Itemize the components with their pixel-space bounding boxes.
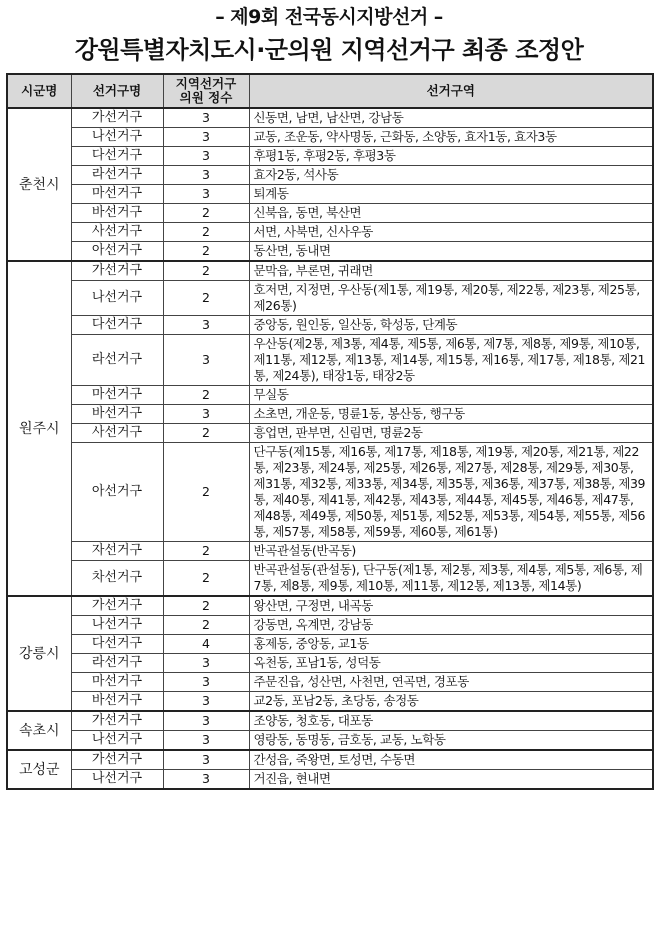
city-name: 고성군 (7, 750, 71, 789)
seat-count: 2 (163, 616, 249, 635)
district-area: 옥천동, 포남1동, 성덕동 (249, 654, 653, 673)
district-area: 왕산면, 구정면, 내곡동 (249, 596, 653, 616)
seat-count: 3 (163, 405, 249, 424)
seat-count: 3 (163, 673, 249, 692)
district-name: 라선거구 (71, 335, 163, 386)
table-row (7, 770, 653, 790)
district-table (6, 73, 654, 790)
seat-count: 2 (163, 261, 249, 281)
seat-count: 3 (163, 692, 249, 712)
table-row (7, 108, 653, 128)
seat-count: 2 (163, 596, 249, 616)
seat-count: 3 (163, 770, 249, 790)
district-name: 사선거구 (71, 223, 163, 242)
table-row (7, 711, 653, 731)
district-area: 흥업면, 판부면, 신림면, 명륜2동 (249, 424, 653, 443)
city-name: 춘천시 (7, 108, 71, 261)
district-area: 중앙동, 원인동, 일산동, 학성동, 단계동 (249, 316, 653, 335)
seat-count: 2 (163, 424, 249, 443)
seat-count: 3 (163, 335, 249, 386)
header-seats: 지역선거구 의원 정수 (163, 74, 249, 108)
seat-count: 3 (163, 108, 249, 128)
district-area: 영랑동, 동명동, 금호동, 교동, 노학동 (249, 731, 653, 751)
district-name: 다선거구 (71, 635, 163, 654)
district-name: 가선거구 (71, 596, 163, 616)
seat-count: 2 (163, 281, 249, 316)
table-row (7, 731, 653, 751)
district-name: 아선거구 (71, 242, 163, 262)
city-name: 원주시 (7, 261, 71, 596)
district-area: 호저면, 지정면, 우산동(제1통, 제19통, 제20통, 제22통, 제23통, 제25통, 제26통) (249, 281, 653, 316)
city-name: 속초시 (7, 711, 71, 750)
seat-count: 2 (163, 443, 249, 542)
table-row (7, 147, 653, 166)
district-name: 마선거구 (71, 673, 163, 692)
district-area: 거진읍, 현내면 (249, 770, 653, 790)
table-row (7, 281, 653, 316)
table-row (7, 654, 653, 673)
district-area: 우산동(제2통, 제3통, 제4통, 제5통, 제6통, 제7통, 제8통, 제9통, 제10통, 제11통, 제12통, 제13통, 제14통, 제15통, 제16통, 제17통, 제18통, 제21통, 제24통), 태장1동, 태장2동 (249, 335, 653, 386)
seat-count: 3 (163, 128, 249, 147)
district-name: 가선거구 (71, 750, 163, 770)
district-name: 바선거구 (71, 204, 163, 223)
district-area: 효자2동, 석사동 (249, 166, 653, 185)
table-row (7, 542, 653, 561)
district-area: 서면, 사북면, 신사우동 (249, 223, 653, 242)
seat-count: 3 (163, 654, 249, 673)
district-area: 소초면, 개운동, 명륜1동, 봉산동, 행구동 (249, 405, 653, 424)
table-row (7, 424, 653, 443)
district-area: 동산면, 동내면 (249, 242, 653, 262)
seat-count: 3 (163, 711, 249, 731)
seat-count: 2 (163, 561, 249, 597)
table-row (7, 204, 653, 223)
district-name: 가선거구 (71, 711, 163, 731)
district-name: 나선거구 (71, 731, 163, 751)
city-name: 강릉시 (7, 596, 71, 711)
table-row (7, 561, 653, 597)
table-row (7, 223, 653, 242)
district-name: 아선거구 (71, 443, 163, 542)
district-name: 라선거구 (71, 654, 163, 673)
district-name: 마선거구 (71, 185, 163, 204)
table-row (7, 261, 653, 281)
seat-count: 2 (163, 242, 249, 262)
district-name: 나선거구 (71, 281, 163, 316)
table-row (7, 166, 653, 185)
table-row (7, 692, 653, 712)
district-area: 조양동, 청호동, 대포동 (249, 711, 653, 731)
table-body (7, 108, 653, 789)
district-area: 반곡관설동(관설동), 단구동(제1통, 제2통, 제3통, 제4통, 제5통, 제6통, 제7통, 제8통, 제9통, 제10통, 제11통, 제12통, 제13통, 제14통) (249, 561, 653, 597)
district-area: 교2동, 포남2동, 초당동, 송정동 (249, 692, 653, 712)
table-row (7, 185, 653, 204)
table-row (7, 750, 653, 770)
district-name: 차선거구 (71, 561, 163, 597)
district-area: 간성읍, 죽왕면, 토성면, 수동면 (249, 750, 653, 770)
header-district: 선거구명 (71, 74, 163, 108)
district-area: 단구동(제15통, 제16통, 제17통, 제18통, 제19통, 제20통, 제21통, 제22통, 제23통, 제24통, 제25통, 제26통, 제27통, 제28통, 제29통, 제30통, 제31통, 제32통, 제33통, 제34통, 제35통, 제36통, 제37통, 제38통, 제39통, 제40통, 제41통, 제42통, 제43통, 제44통, 제45통, 제46통, 제47통, 제48통, 제49통, 제50통, 제51통, 제52통, 제53통, 제54통, 제55통, 제56통, 제57통, 제58통, 제59통, 제60통, 제61통) (249, 443, 653, 542)
district-area: 퇴계동 (249, 185, 653, 204)
table-row (7, 596, 653, 616)
seat-count: 2 (163, 542, 249, 561)
district-name: 가선거구 (71, 261, 163, 281)
table-row (7, 443, 653, 542)
district-name: 라선거구 (71, 166, 163, 185)
table-row (7, 128, 653, 147)
header-city: 시군명 (7, 74, 71, 108)
district-name: 바선거구 (71, 405, 163, 424)
district-name: 다선거구 (71, 316, 163, 335)
district-area: 신동면, 남면, 남산면, 강남동 (249, 108, 653, 128)
seat-count: 3 (163, 750, 249, 770)
seat-count: 2 (163, 386, 249, 405)
seat-count: 3 (163, 147, 249, 166)
district-area: 후평1동, 후평2동, 후평3동 (249, 147, 653, 166)
seat-count: 3 (163, 316, 249, 335)
title-election: – 제9회 전국동시지방선거 – (215, 6, 443, 28)
district-name: 마선거구 (71, 386, 163, 405)
seat-count: 2 (163, 204, 249, 223)
district-area: 문막읍, 부론면, 귀래면 (249, 261, 653, 281)
district-name: 바선거구 (71, 692, 163, 712)
district-area: 반곡관설동(반곡동) (249, 542, 653, 561)
table-row (7, 335, 653, 386)
table-row (7, 386, 653, 405)
table-header-row (7, 74, 653, 108)
seat-count: 2 (163, 223, 249, 242)
district-area: 홍제동, 중앙동, 교1동 (249, 635, 653, 654)
seat-count: 3 (163, 166, 249, 185)
district-area: 강동면, 옥계면, 강남동 (249, 616, 653, 635)
district-name: 나선거구 (71, 616, 163, 635)
seat-count: 3 (163, 731, 249, 751)
document-page (0, 2, 658, 928)
table-row (7, 673, 653, 692)
title-main: 강원특별자치도시·군의원 지역선거구 최종 조정안 (74, 36, 584, 64)
district-name: 사선거구 (71, 424, 163, 443)
table-row (7, 635, 653, 654)
header-area: 선거구역 (249, 74, 653, 108)
table-row (7, 316, 653, 335)
seat-count: 4 (163, 635, 249, 654)
table-row (7, 242, 653, 262)
district-area: 무실동 (249, 386, 653, 405)
district-name: 나선거구 (71, 770, 163, 790)
district-name: 자선거구 (71, 542, 163, 561)
district-name: 다선거구 (71, 147, 163, 166)
table-row (7, 405, 653, 424)
district-area: 신북읍, 동면, 북산면 (249, 204, 653, 223)
district-name: 나선거구 (71, 128, 163, 147)
district-area: 교동, 조운동, 약사명동, 근화동, 소양동, 효자1동, 효자3동 (249, 128, 653, 147)
seat-count: 3 (163, 185, 249, 204)
district-area: 주문진읍, 성산면, 사천면, 연곡면, 경포동 (249, 673, 653, 692)
district-name: 가선거구 (71, 108, 163, 128)
table-row (7, 616, 653, 635)
